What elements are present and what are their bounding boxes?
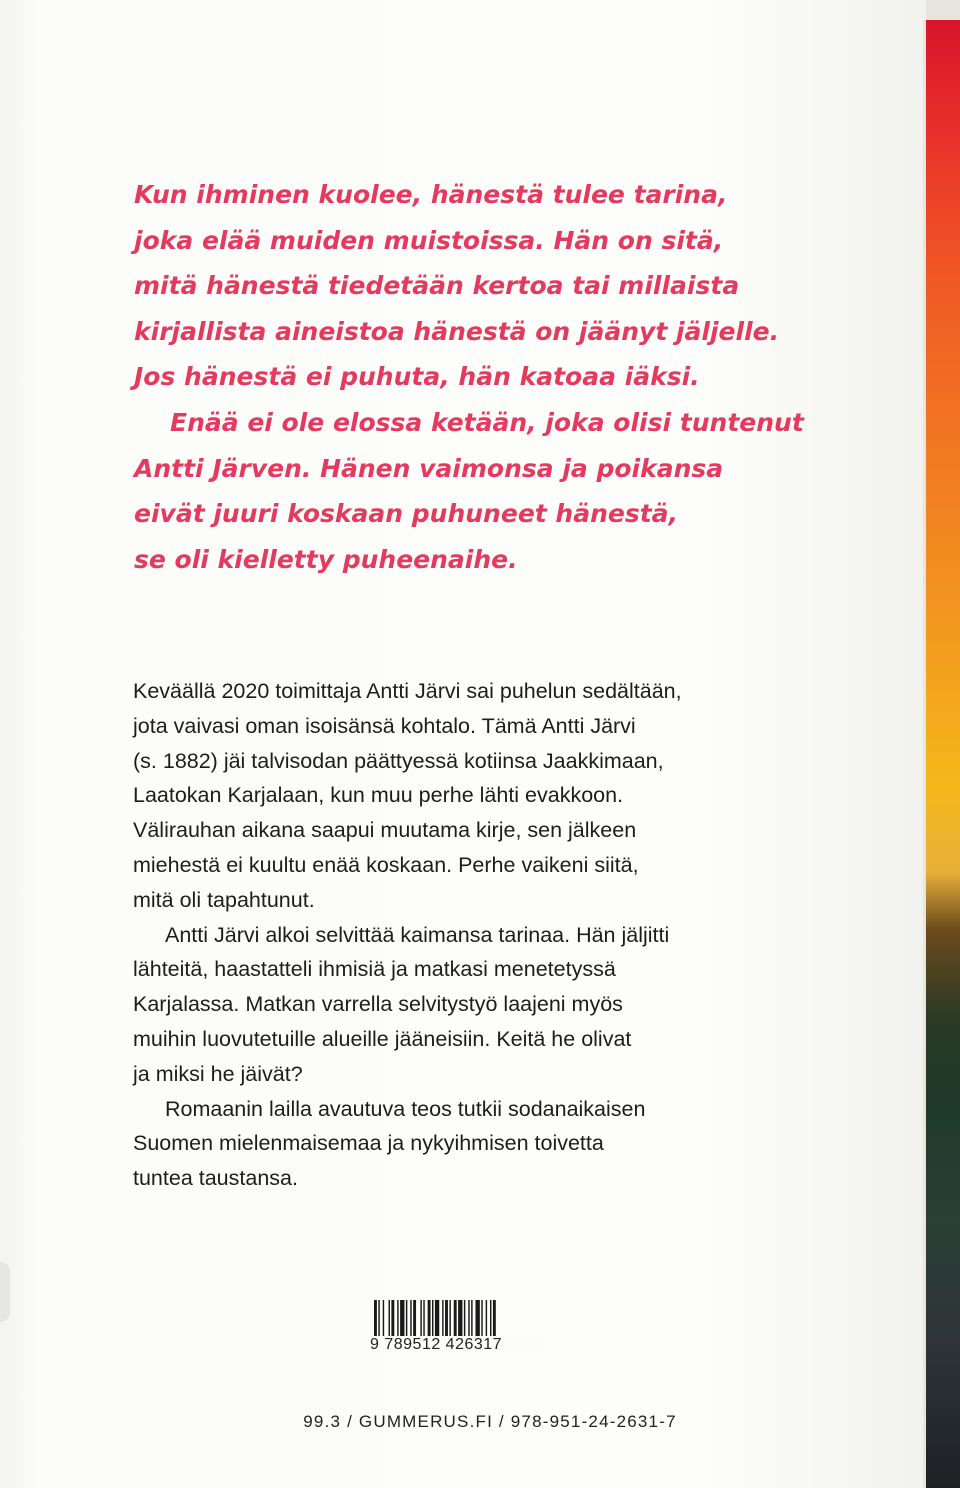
quote-line: joka elää muiden muistoissa. Hän on sitä, xyxy=(134,225,724,255)
description-line: Romaanin lailla avautuva teos tutkii sodanaikaisen xyxy=(165,1096,646,1121)
quote-line: eivät juuri koskaan puhuneet hänestä, xyxy=(134,499,679,529)
description-line: lähteitä, haastatteli ihmisiä ja matkasi menetetyssä xyxy=(133,957,616,982)
description-line: Välirauhan aikana saapui muutama kirje, sen jälkeen xyxy=(133,818,637,843)
quote-line: se oli kielletty puheenaihe. xyxy=(134,544,518,574)
description-line: mitä oli tapahtunut. xyxy=(133,887,315,912)
description-line: Suomen mielenmaisemaa ja nykyihmisen toivetta xyxy=(133,1131,604,1156)
description-line: miehestä ei kuultu enää koskaan. Perhe vaikeni siitä, xyxy=(133,852,639,877)
description-line: (s. 1882) jäi talvisodan päättyessä kotiinsa Jaakkimaan, xyxy=(133,748,664,773)
description-line: muihin luovutetuille alueille jääneisiin. Keitä he olivat xyxy=(133,1026,632,1051)
quote-line: Jos hänestä ei puhuta, hän katoaa iäksi. xyxy=(134,362,700,392)
isbn-barcode xyxy=(370,1300,538,1360)
description-block xyxy=(133,674,793,1196)
description-line: Laatokan Karjalaan, kun muu perhe lähti evakkoon. xyxy=(133,783,624,808)
footer-price-publisher-isbn: 99.3 / GUMMERUS.FI / 978-951-24-2631-7 xyxy=(303,1412,677,1431)
description-line: Keväällä 2020 toimittaja Antti Järvi sai puhelun sedältään, xyxy=(133,679,682,703)
quote-line: kirjallista aineistoa hänestä on jäänyt jäljelle. xyxy=(134,316,780,346)
description-line: ja miksi he jäivät? xyxy=(133,1061,303,1086)
book-spine-edge xyxy=(923,20,960,1488)
page-edge-shadow xyxy=(0,1262,10,1322)
description-line: Antti Järvi alkoi selvittää kaimansa tarinaa. Hän jäljitti xyxy=(165,922,670,947)
barcode-number: 9 789512 426317 xyxy=(368,1336,544,1354)
description-line: tuntea taustansa. xyxy=(133,1166,298,1191)
quote-line: Kun ihminen kuolee, hänestä tulee tarina, xyxy=(134,180,728,209)
description-line: jota vaivasi oman isoisänsä kohtalo. Tämä Antti Järvi xyxy=(133,713,636,738)
quote-line: Antti Järven. Hänen vaimonsa ja poikansa xyxy=(134,453,724,483)
quote-line: Enää ei ole elossa ketään, joka olisi tuntenut xyxy=(170,407,804,437)
red-quote-block xyxy=(134,172,834,582)
description-line: Karjalassa. Matkan varrella selvitystyö laajeni myös xyxy=(133,992,623,1017)
quote-line: mitä hänestä tiedetään kertoa tai millaista xyxy=(134,271,740,301)
